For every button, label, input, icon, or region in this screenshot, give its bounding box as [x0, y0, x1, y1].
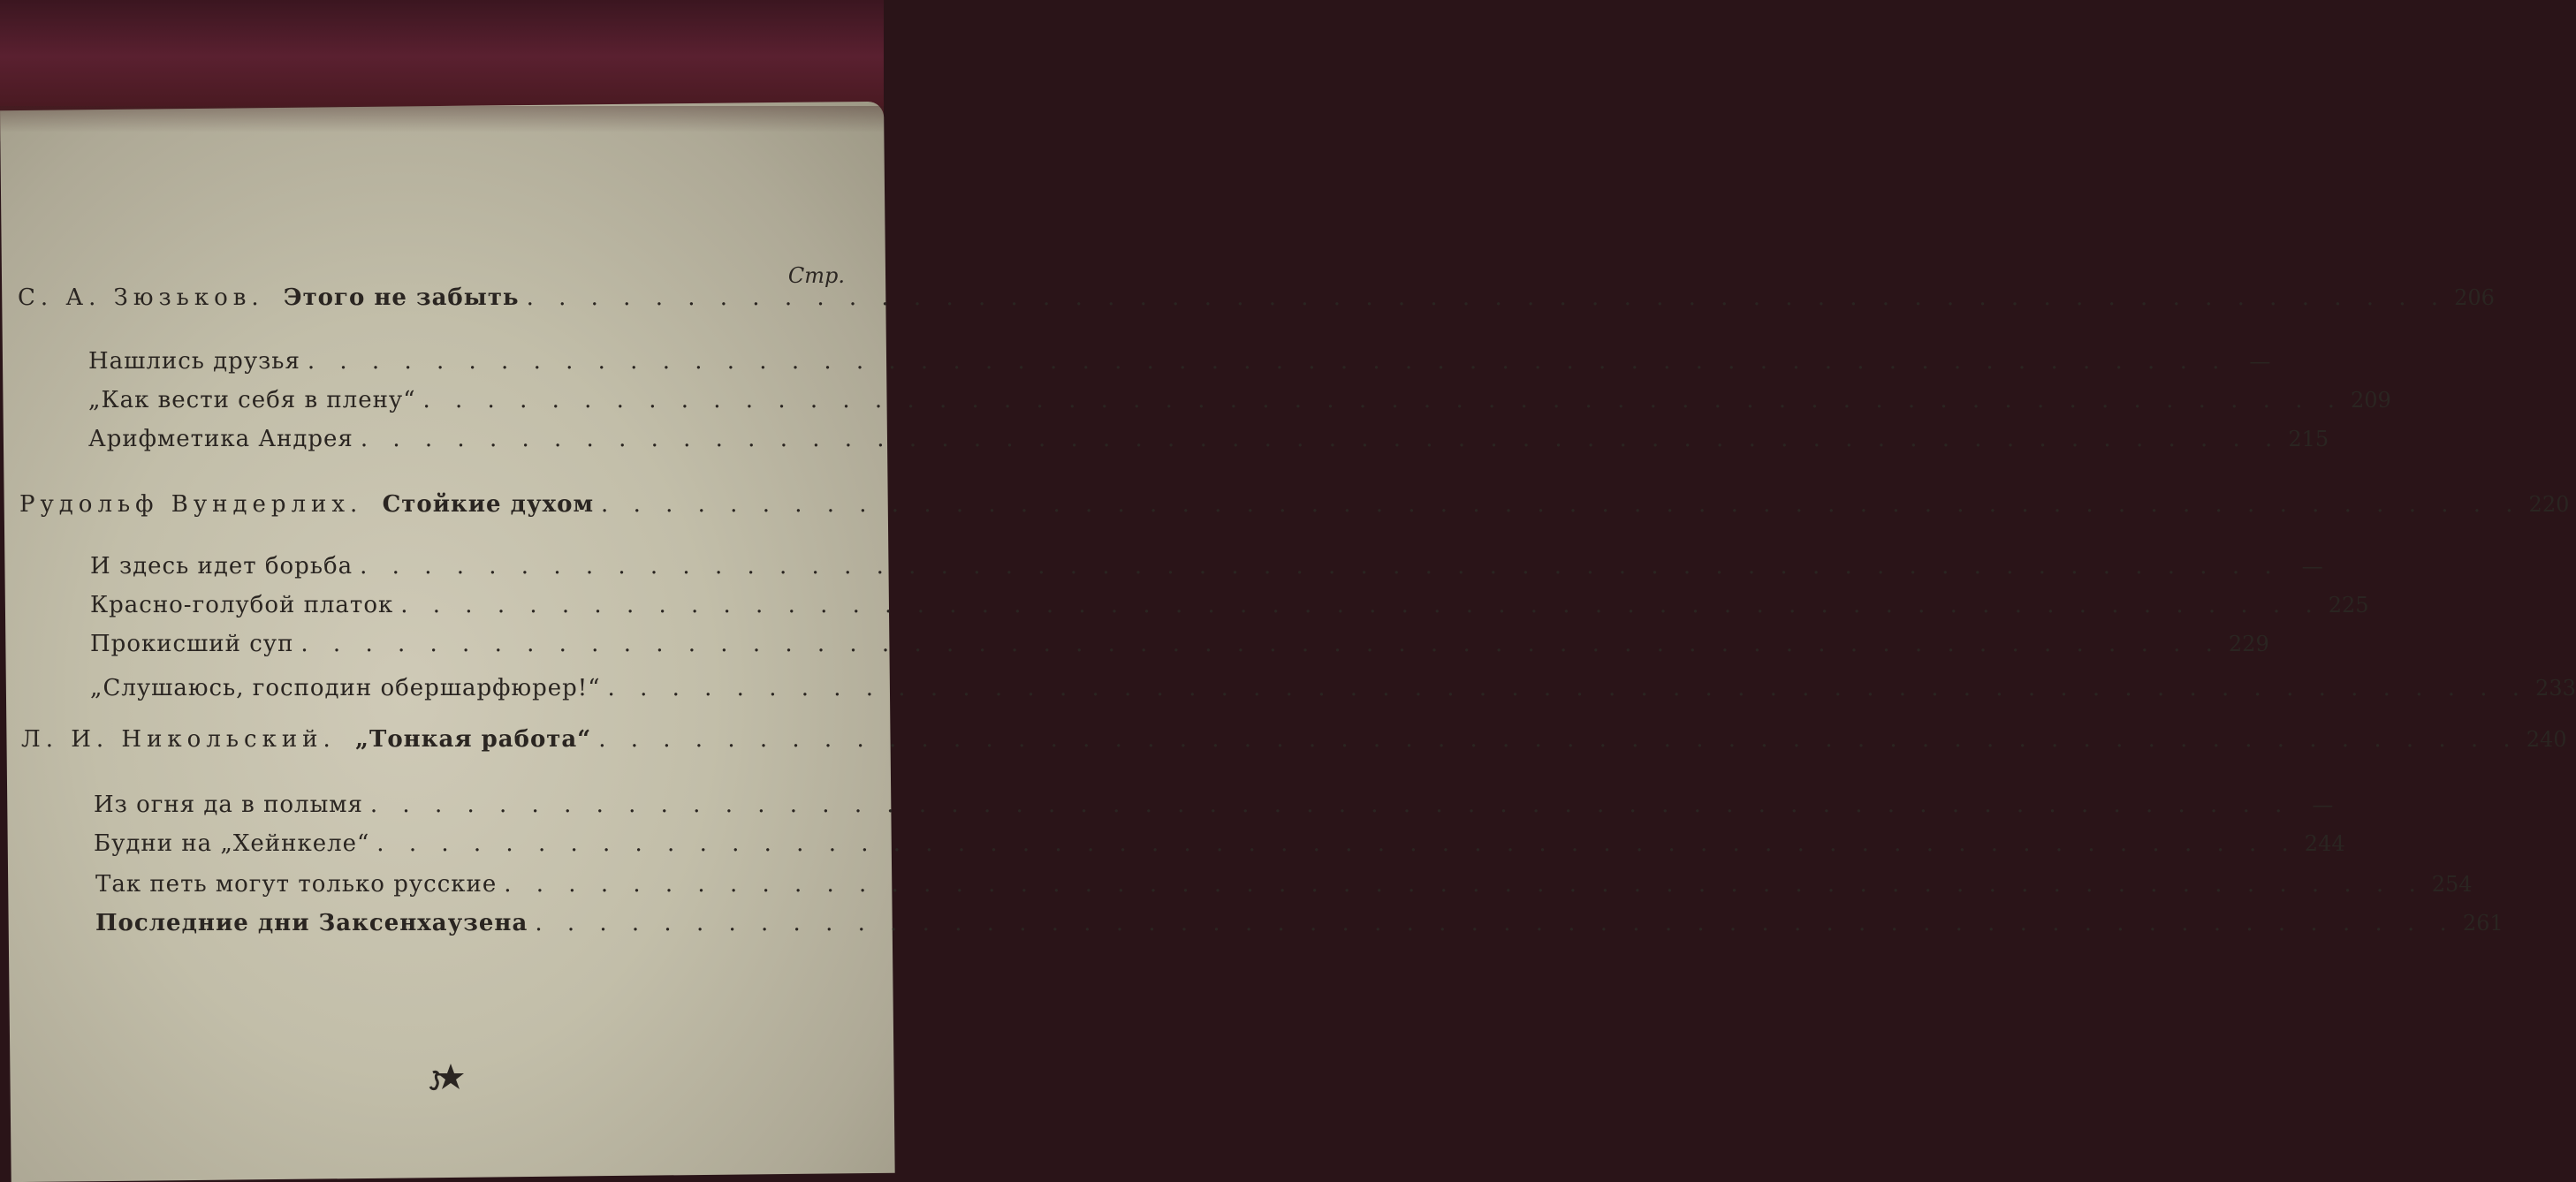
toc-author: Рудольф Вундерлих. — [19, 491, 363, 518]
toc-entry-title: Нашлись друзья — [88, 348, 300, 375]
toc-entry-title: Последние дни Заксенхаузена — [95, 910, 528, 936]
leader-dots: . . . . . . . . . . . . . . . . . . . . . . . . . . . . . . . . . . . . . . . . . . . . . . . . . . . . . . . . . . . . — [422, 387, 2344, 413]
toc-entry — [94, 792, 2334, 818]
toc-page-number: 206 — [2454, 285, 2495, 310]
leader-dots: . . . . . . . . . . . . . . . . . . . . . . . . . . . . . . . . . . . . . . . . . . . . . . . . . . . . . . . . . . . . — [504, 871, 2425, 898]
toc-entry — [95, 871, 2473, 898]
toc-page-number: — — [2249, 349, 2271, 374]
toc-section-title: Этого не забыть — [283, 284, 520, 311]
leader-dots: . . . . . . . . . . . . . . . . . . . . . . . . . . . . . . . . . . . . . . . . . . . . . . . . . . . . . . . . . . . . — [360, 426, 2282, 452]
leader-dots: . . . . . . . . . . . . . . . . . . . . . . . . . . . . . . . . . . . . . . . . . . . . . . . . . . . . . . . . . . . . — [300, 631, 2222, 657]
toc-author: Л. И. Никольский. — [21, 726, 336, 753]
toc-entry-title: Прокисший суп — [90, 631, 294, 657]
toc-entry — [90, 631, 2269, 657]
toc-entry-title: „Слушаюсь, господин обершарфюрер!“ — [90, 675, 601, 701]
toc-entry — [95, 910, 2504, 936]
toc-section-wunderlich — [19, 491, 2570, 518]
toc-page-number: 254 — [2431, 872, 2473, 897]
toc-entry — [88, 387, 2391, 413]
toc-entry — [90, 553, 2323, 580]
toc-page-number: 229 — [2228, 632, 2269, 656]
leader-dots: . . . . . . . . . . . . . . . . . . . . . . . . . . . . . . . . . . . . . . . . . . . . . . . . . . . . . . . . . . . . — [601, 491, 2522, 518]
toc-page-number: 215 — [2288, 427, 2329, 451]
toc-section-title: „Тонкая работа“ — [355, 726, 592, 753]
toc-entry-title: Так петь могут только русские — [95, 871, 498, 898]
toc-entry — [90, 592, 2369, 618]
leader-dots: . . . . . . . . . . . . . . . . . . . . . . . . . . . . . . . . . . . . . . . . . . . . . . . . . . . . . . . . . . . . — [376, 830, 2298, 857]
toc-entry — [88, 348, 2271, 375]
toc-page-number: 233 — [2535, 676, 2576, 701]
toc-page-number: 244 — [2304, 831, 2345, 856]
toc-page-number: 220 — [2528, 492, 2570, 517]
leader-dots: . . . . . . . . . . . . . . . . . . . . . . . . . . . . . . . . . . . . . . . . . . . . . . . . . . . . . . . . . . . . — [400, 592, 2321, 618]
toc-entry-title: Красно-голубой платок — [90, 592, 394, 618]
toc-page-number: 261 — [2462, 911, 2504, 936]
toc-entry-title: „Как вести себя в плену“ — [88, 387, 416, 413]
toc-entry-title: Арифметика Андрея — [88, 426, 353, 452]
toc-page-number: 225 — [2328, 593, 2369, 618]
leader-dots: . . . . . . . . . . . . . . . . . . . . . . . . . . . . . . . . . . . . . . . . . . . . . . . . . . . . . . . . . . . . — [360, 553, 2281, 580]
toc-section-zyuzkov — [18, 284, 2495, 311]
toc-page-number: 240 — [2526, 727, 2567, 752]
leader-dots: . . . . . . . . . . . . . . . . . . . . . . . . . . . . . . . . . . . . . . . . . . . . . . . . . . . . . . . . . . . . — [526, 284, 2448, 311]
toc-page-number: — — [2301, 554, 2323, 579]
page-column-label: Стр. — [787, 263, 845, 288]
star-emblem-icon — [429, 1060, 465, 1095]
toc-section-title: Стойкие духом — [382, 491, 595, 518]
toc-entry-title: И здесь идет борьба — [90, 553, 353, 580]
leader-dots: . . . . . . . . . . . . . . . . . . . . . . . . . . . . . . . . . . . . . . . . . . . . . . . . . . . . . . . . . . . . — [307, 348, 2229, 375]
leader-dots: . . . . . . . . . . . . . . . . . . . . . . . . . . . . . . . . . . . . . . . . . . . . . . . . . . . . . . . . . . . . — [369, 792, 2291, 818]
toc-entry — [88, 426, 2329, 452]
toc-page-number: 209 — [2351, 388, 2391, 413]
toc-entry-title: Будни на „Хейнкеле“ — [94, 830, 370, 857]
toc-entry-title: Из огня да в полымя — [94, 792, 363, 818]
leader-dots: . . . . . . . . . . . . . . . . . . . . . . . . . . . . . . . . . . . . . . . . . . . . . . . . . . . . . . . . . . . . — [607, 675, 2529, 701]
leader-dots: . . . . . . . . . . . . . . . . . . . . . . . . . . . . . . . . . . . . . . . . . . . . . . . . . . . . . . . . . . . . — [598, 726, 2519, 753]
leader-dots: . . . . . . . . . . . . . . . . . . . . . . . . . . . . . . . . . . . . . . . . . . . . . . . . . . . . . . . . . . . . — [535, 910, 2456, 936]
toc-entry — [90, 675, 2576, 701]
toc-author: С. А. Зюзьков. — [18, 284, 264, 311]
toc-entry — [94, 830, 2345, 857]
toc-section-nikolsky — [21, 726, 2567, 753]
toc-page-number: — — [2312, 792, 2334, 817]
